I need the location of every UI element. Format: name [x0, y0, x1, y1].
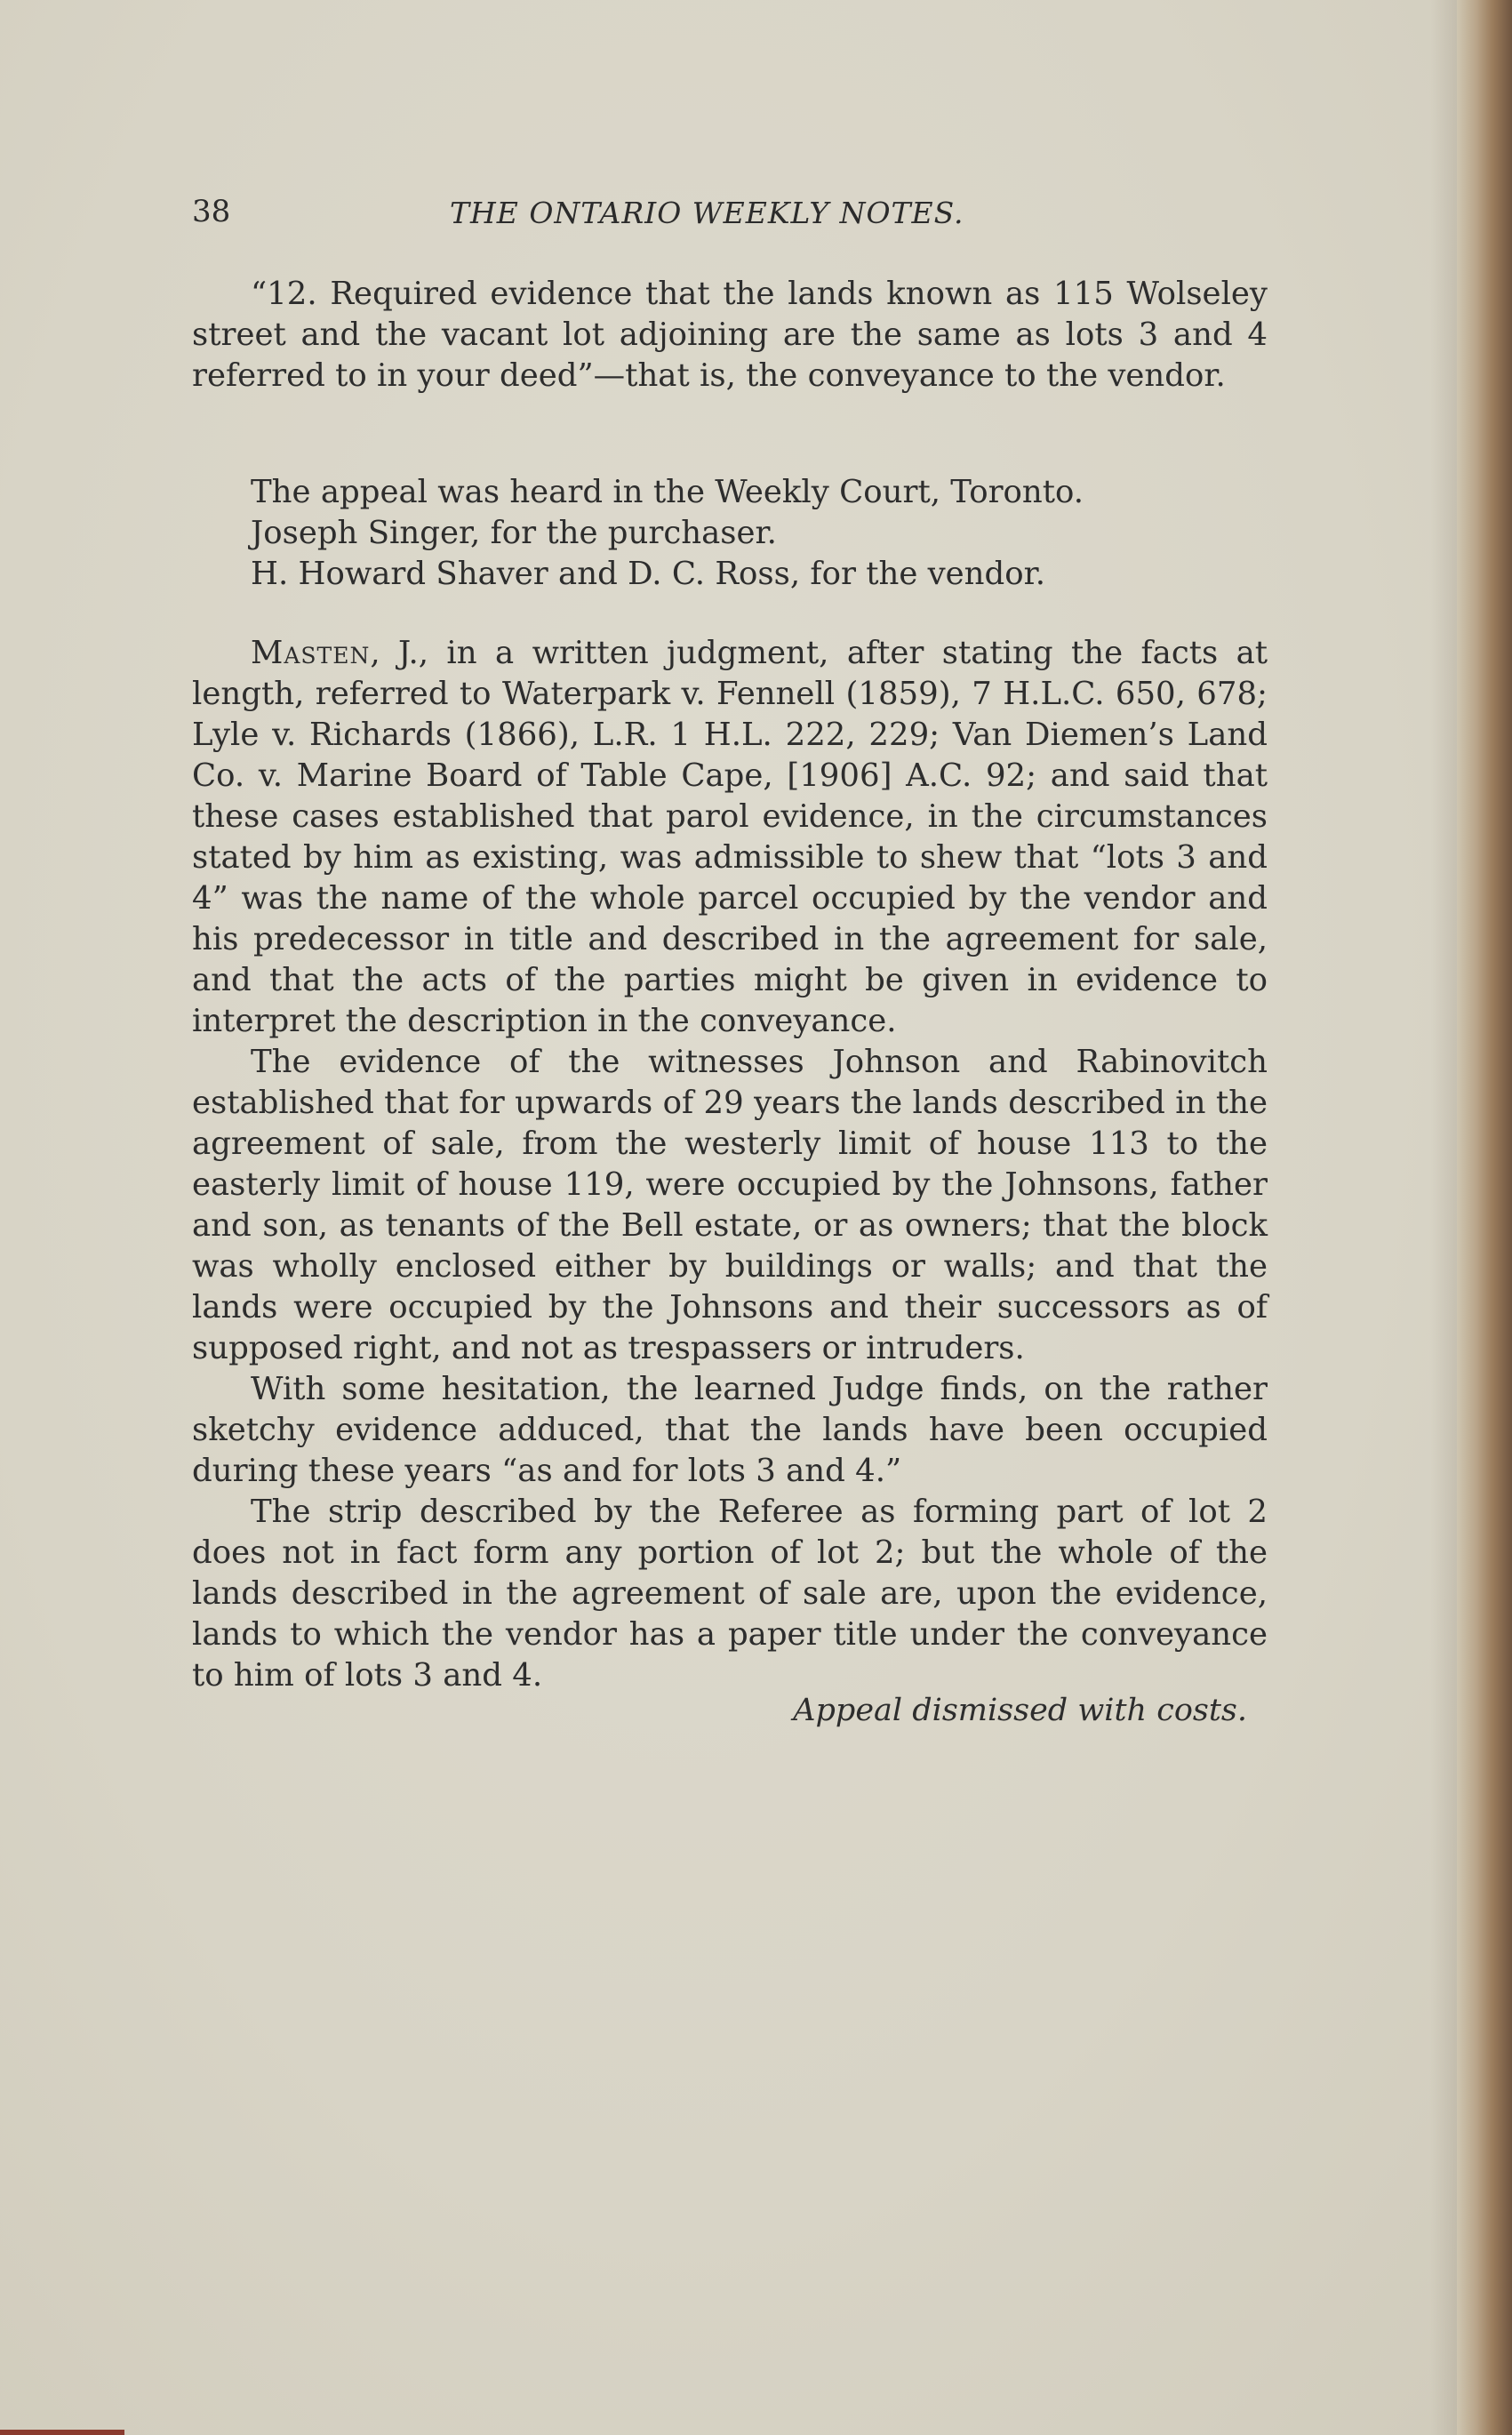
page-gutter-shadow: [1430, 0, 1457, 2435]
judge-name: Masten: [251, 635, 371, 671]
quote-paragraph: “12. Required evidence that the lands known as 115 Wolseley street and the vacant lot adjoining are the same as lots 3 and 4 referred to in your deed”—that is, the conveyance to the vendor.: [192, 276, 1268, 394]
judgment-paragraph-2: The evidence of the witnesses Johnson and Rabinovitch established that for upwards of 29 years the lands described in the agreement of sale, from the westerly limit of house 113 to the easterly limit of house 119, were occupied by the Johnsons, father and son, as tenants of the Bell estate, or as owners; that the block was wholly enclosed either by buildings or walls; and that the lands were occupied by the Johnsons and their successors as of supposed right, and not as trespassers or intruders.: [192, 1044, 1268, 1366]
cover-edge: [0, 2430, 124, 2435]
judgment-paragraph-3: With some hesitation, the learned Judge finds, on the rather sketchy evidence adduced, that the lands have been occupied during these years “as and for lots 3 and 4.”: [192, 1371, 1268, 1489]
disposition: Appeal dismissed with costs.: [793, 1693, 1247, 1728]
judgment-paragraph-4: The strip described by the Referee as forming part of lot 2 does not in fact form any portion of lot 2; but the whole of the lands described in the agreement of sale are, upon the evidence, lands to which the vendor has a paper title under the conveyance to him of lots 3 and 4.: [192, 1494, 1268, 1694]
hearing-details: [192, 472, 1268, 595]
page-number: 38: [192, 194, 231, 229]
judgment-paragraph-1: [192, 633, 1268, 1042]
page-header: [192, 194, 1268, 233]
quoted-requisition: [192, 274, 1268, 396]
page-edge: [1457, 0, 1512, 2435]
judgment-body: [192, 633, 1268, 1696]
hearing-line-purchaser-counsel: Joseph Singer, for the purchaser.: [251, 515, 777, 551]
hearing-line-court: The appeal was heard in the Weekly Court, Toronto.: [251, 474, 1084, 510]
running-title: THE ONTARIO WEEKLY NOTES.: [450, 196, 964, 230]
hearing-line-vendor-counsel: H. Howard Shaver and D. C. Ross, for the vendor.: [251, 556, 1046, 592]
judgment-paragraph-1-text: , J., in a written judgment, after stating the facts at length, referred to Waterpark v. Fennell (1859), 7 H.L.C. 650, 678; Lyle v. Richards (1866), L.R. 1 H.L. 222, 229; Van Diemen’s Land Co. v. Marine Board of Table Cape, [1906] A.C. 92; and said that these cases established that parol evidence, in the circumstances stated by him as existing, was admissible to shew that “lots 3 and 4” was the name of the whole parcel occupied by the vendor and his predecessor in title and described in the agreement for sale, and that the acts of the parties might be given in evidence to interpret the description in the conveyance.: [192, 635, 1268, 1039]
